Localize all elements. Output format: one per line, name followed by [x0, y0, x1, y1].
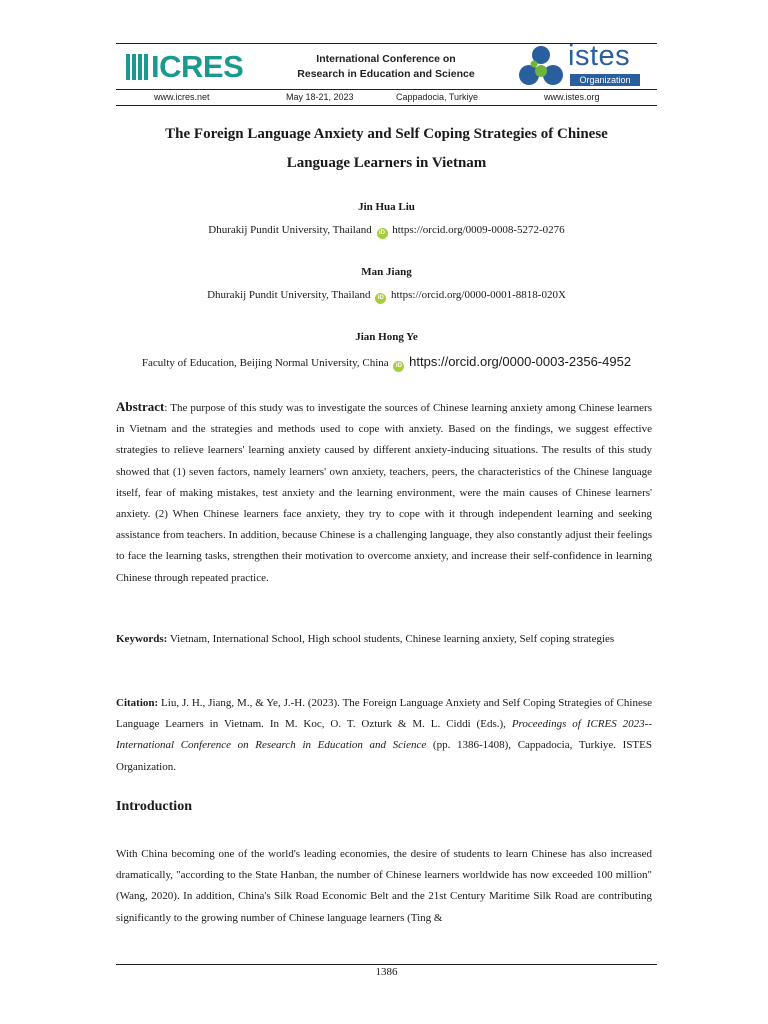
- orcid-icon: iD: [393, 361, 404, 372]
- affiliation-text: Dhurakij Pundit University, Thailand: [208, 224, 372, 236]
- keywords-text: Vietnam, International School, High school students, Chinese learning anxiety, Self coping strategies: [167, 633, 615, 645]
- icres-logo: [126, 49, 244, 84]
- paper-title: [116, 120, 657, 178]
- icres-bars-icon: [126, 54, 148, 80]
- author-name: Jin Hua Liu: [358, 201, 415, 213]
- paper-title-line2: Language Learners in Vietnam: [286, 155, 487, 171]
- header-bottom-rule: [116, 105, 657, 106]
- conference-title: [276, 52, 496, 82]
- orcid-link[interactable]: https://orcid.org/0000-0001-8818-020X: [391, 289, 566, 301]
- orcid-link[interactable]: https://orcid.org/0009-0008-5272-0276: [392, 224, 565, 236]
- affiliation-text: Faculty of Education, Beijing Normal University, China: [141, 357, 389, 369]
- conference-dates: May 18-21, 2023: [286, 92, 354, 102]
- conference-title-line1: International Conference on: [316, 53, 456, 65]
- conference-header: [116, 40, 657, 90]
- conference-subheader: [116, 92, 657, 106]
- introduction-paragraph: With China becoming one of the world's leading economies, the desire of students to learn Chinese has also increased dramatically, "according to the State Hanban, the number of Chinese learners worldwide has now exceeded 100 million" (Wang, 2020). In addition, China's Silk Road Economic Belt and the 21st Century Maritime Silk Road are contributing significantly to the growing number of Chinese language learners (Ting &: [116, 848, 652, 924]
- author-affiliation: [116, 224, 657, 239]
- keywords: [116, 629, 652, 650]
- author-affiliation: [116, 289, 657, 304]
- icres-logo-text: ICRES: [151, 49, 244, 84]
- citation-label: Citation:: [116, 697, 159, 709]
- affiliation-text: Dhurakij Pundit University, Thailand: [207, 289, 371, 301]
- abstract-text: : The purpose of this study was to investigate the sources of Chinese learning anxiety among Chinese learners in Vietnam and the strategies and methods used to cope with anxiety. Based on the findings, we suggest effective strategies to relieve learners' learning anxiety caused by different anxiety-inducing situations. The results of this study showed that (1) seven factors, namely learners' own anxiety, teachers, peers, the characteristics of the Chinese language itself, fear of making mistakes, test anxiety and the learning environment, were the main causes of Chinese learners' anxiety. (2) When Chinese learners face anxiety, they try to cope with it through independent learning and seeking assistance from teachers. In addition, because Chinese is a challenging language, they also constantly adjust their feelings to face the learning tasks, strengthen their motivation to overcome anxiety, and increase their self-confidence in learning Chinese through repeated practice.: [116, 402, 652, 584]
- icres-website-link[interactable]: www.icres.net: [154, 92, 210, 102]
- istes-website-link[interactable]: www.istes.org: [544, 92, 600, 102]
- conference-location: Cappadocia, Turkiye: [396, 92, 479, 102]
- keywords-label: Keywords:: [116, 633, 168, 645]
- orcid-icon: iD: [375, 293, 386, 304]
- author-affiliation: [116, 354, 657, 372]
- author-name: Jian Hong Ye: [355, 331, 418, 343]
- citation: [116, 693, 652, 778]
- citation-proceedings: Proceedings of ICRES 2023-- International Conference on Research in Education and Science: [116, 718, 652, 752]
- footer-rule: [116, 964, 657, 965]
- page-number: 1386: [375, 966, 398, 978]
- citation-text: Liu, J. H., Jiang, M., & Ye, J.-H. (2023). The Foreign Language Anxiety and Self Coping Strategies of Chinese Language Learners in Vietnam. In M. Koc, O. T. Ozturk & M. L. Ciddi (Eds.),: [116, 697, 652, 731]
- abstract: [116, 396, 652, 589]
- conference-title-line2: Research in Education and Science: [297, 68, 475, 80]
- istes-circles-icon: [516, 44, 566, 90]
- header-mid-rule: [116, 89, 657, 90]
- citation-text-end: (pp. 1386-1408), Cappadocia, Turkiye. ISTES Organization.: [116, 739, 652, 773]
- istes-logo: [516, 40, 641, 90]
- orcid-link[interactable]: https://orcid.org/0000-0003-2356-4952: [409, 354, 632, 369]
- istes-org-label: Organization: [570, 74, 640, 86]
- abstract-label: Abstract: [116, 399, 165, 414]
- istes-logo-text: istes: [568, 40, 631, 72]
- section-heading-introduction: Introduction: [116, 799, 192, 814]
- author-name: Man Jiang: [361, 266, 412, 278]
- paper-title-line1: The Foreign Language Anxiety and Self Coping Strategies of Chinese: [165, 126, 608, 142]
- orcid-icon: iD: [377, 228, 388, 239]
